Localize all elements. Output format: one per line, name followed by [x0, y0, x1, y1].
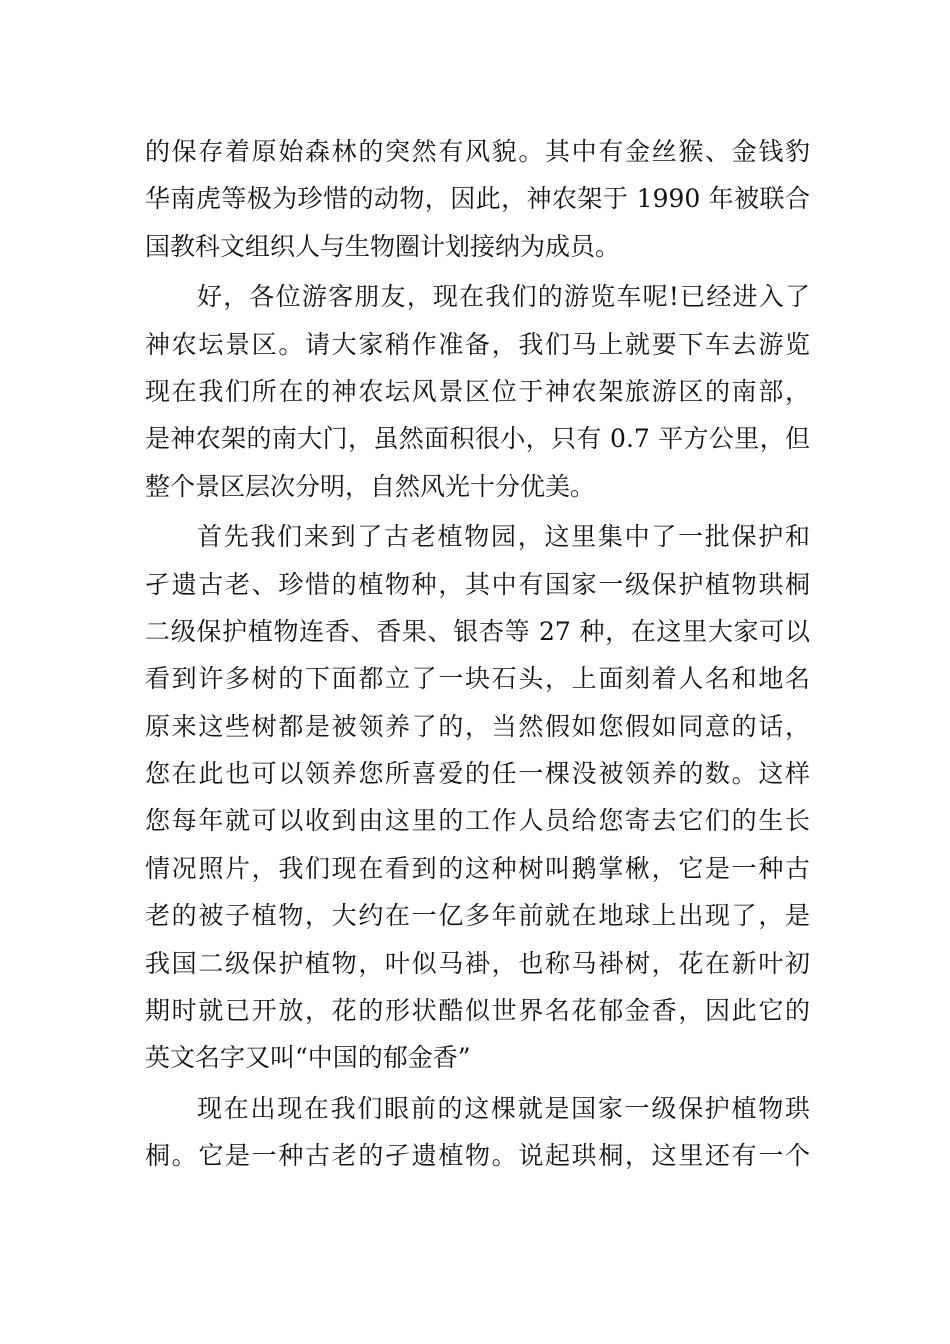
- text-line: 神农坛景区。请大家稍作准备，我们马上就要下车去游览: [145, 329, 810, 359]
- text-line: 看到许多树的下面都立了一块石头，上面刻着人名和地名: [145, 664, 810, 694]
- text-line: 桐。它是一种古老的孑遗植物。说起珙桐，这里还有一个: [145, 1141, 810, 1171]
- text-line: 期时就已开放，花的形状酷似世界名花郁金香，因此它的: [145, 996, 810, 1026]
- paragraph: [145, 513, 810, 1082]
- text-line: 国教科文组织人与生物圈计划接纳为成员。: [145, 231, 621, 261]
- text-line: 情况照片，我们现在看到的这种树叫鹅掌楸，它是一种古: [145, 853, 810, 883]
- text-line: 您每年就可以收到由这里的工作人员给您寄去它们的生长: [145, 806, 810, 836]
- text-line: 老的被子植物，大约在一亿多年前就在地球上出现了，是: [145, 901, 810, 931]
- text-line: 现在出现在我们眼前的这棵就是国家一级保护植物珙: [197, 1093, 810, 1123]
- text-line: 好，各位游客朋友，现在我们的游览车呢!已经进入了: [197, 282, 810, 312]
- document-body: [145, 128, 810, 1180]
- text-line: 整个景区层次分明，自然风光十分优美。: [145, 471, 596, 501]
- text-line: 孑遗古老、珍惜的植物种，其中有国家一级保护植物珙桐: [145, 569, 810, 599]
- text-line: 您在此也可以领养您所喜爱的任一棵没被领养的数。这样: [145, 759, 810, 789]
- paragraph: [145, 273, 810, 510]
- text-line: 的保存着原始森林的突然有风貌。其中有金丝猴、金钱豹: [145, 137, 810, 166]
- text-line: 华南虎等极为珍惜的动物，因此，神农架于 1990 年被联合: [145, 184, 810, 214]
- text-line: 现在我们所在的神农坛风景区位于神农架旅游区的南部，: [145, 376, 810, 406]
- text-line: 是神农架的南大门，虽然面积很小，只有 0.7 平方公里，但: [145, 424, 810, 454]
- text-line: 我国二级保护植物，叶似马褂，也称马褂树，花在新叶初: [145, 948, 810, 978]
- text-line: 首先我们来到了古老植物园，这里集中了一批保护和: [197, 522, 810, 552]
- text-line: 二级保护植物连香、香果、银杏等 27 种，在这里大家可以: [145, 616, 810, 646]
- paragraph: [145, 128, 810, 270]
- text-line: 原来这些树都是被领养了的，当然假如您假如同意的话，: [145, 711, 810, 741]
- text-line: 英文名字又叫“中国的郁金香”: [145, 1043, 471, 1073]
- paragraph: [145, 1085, 810, 1180]
